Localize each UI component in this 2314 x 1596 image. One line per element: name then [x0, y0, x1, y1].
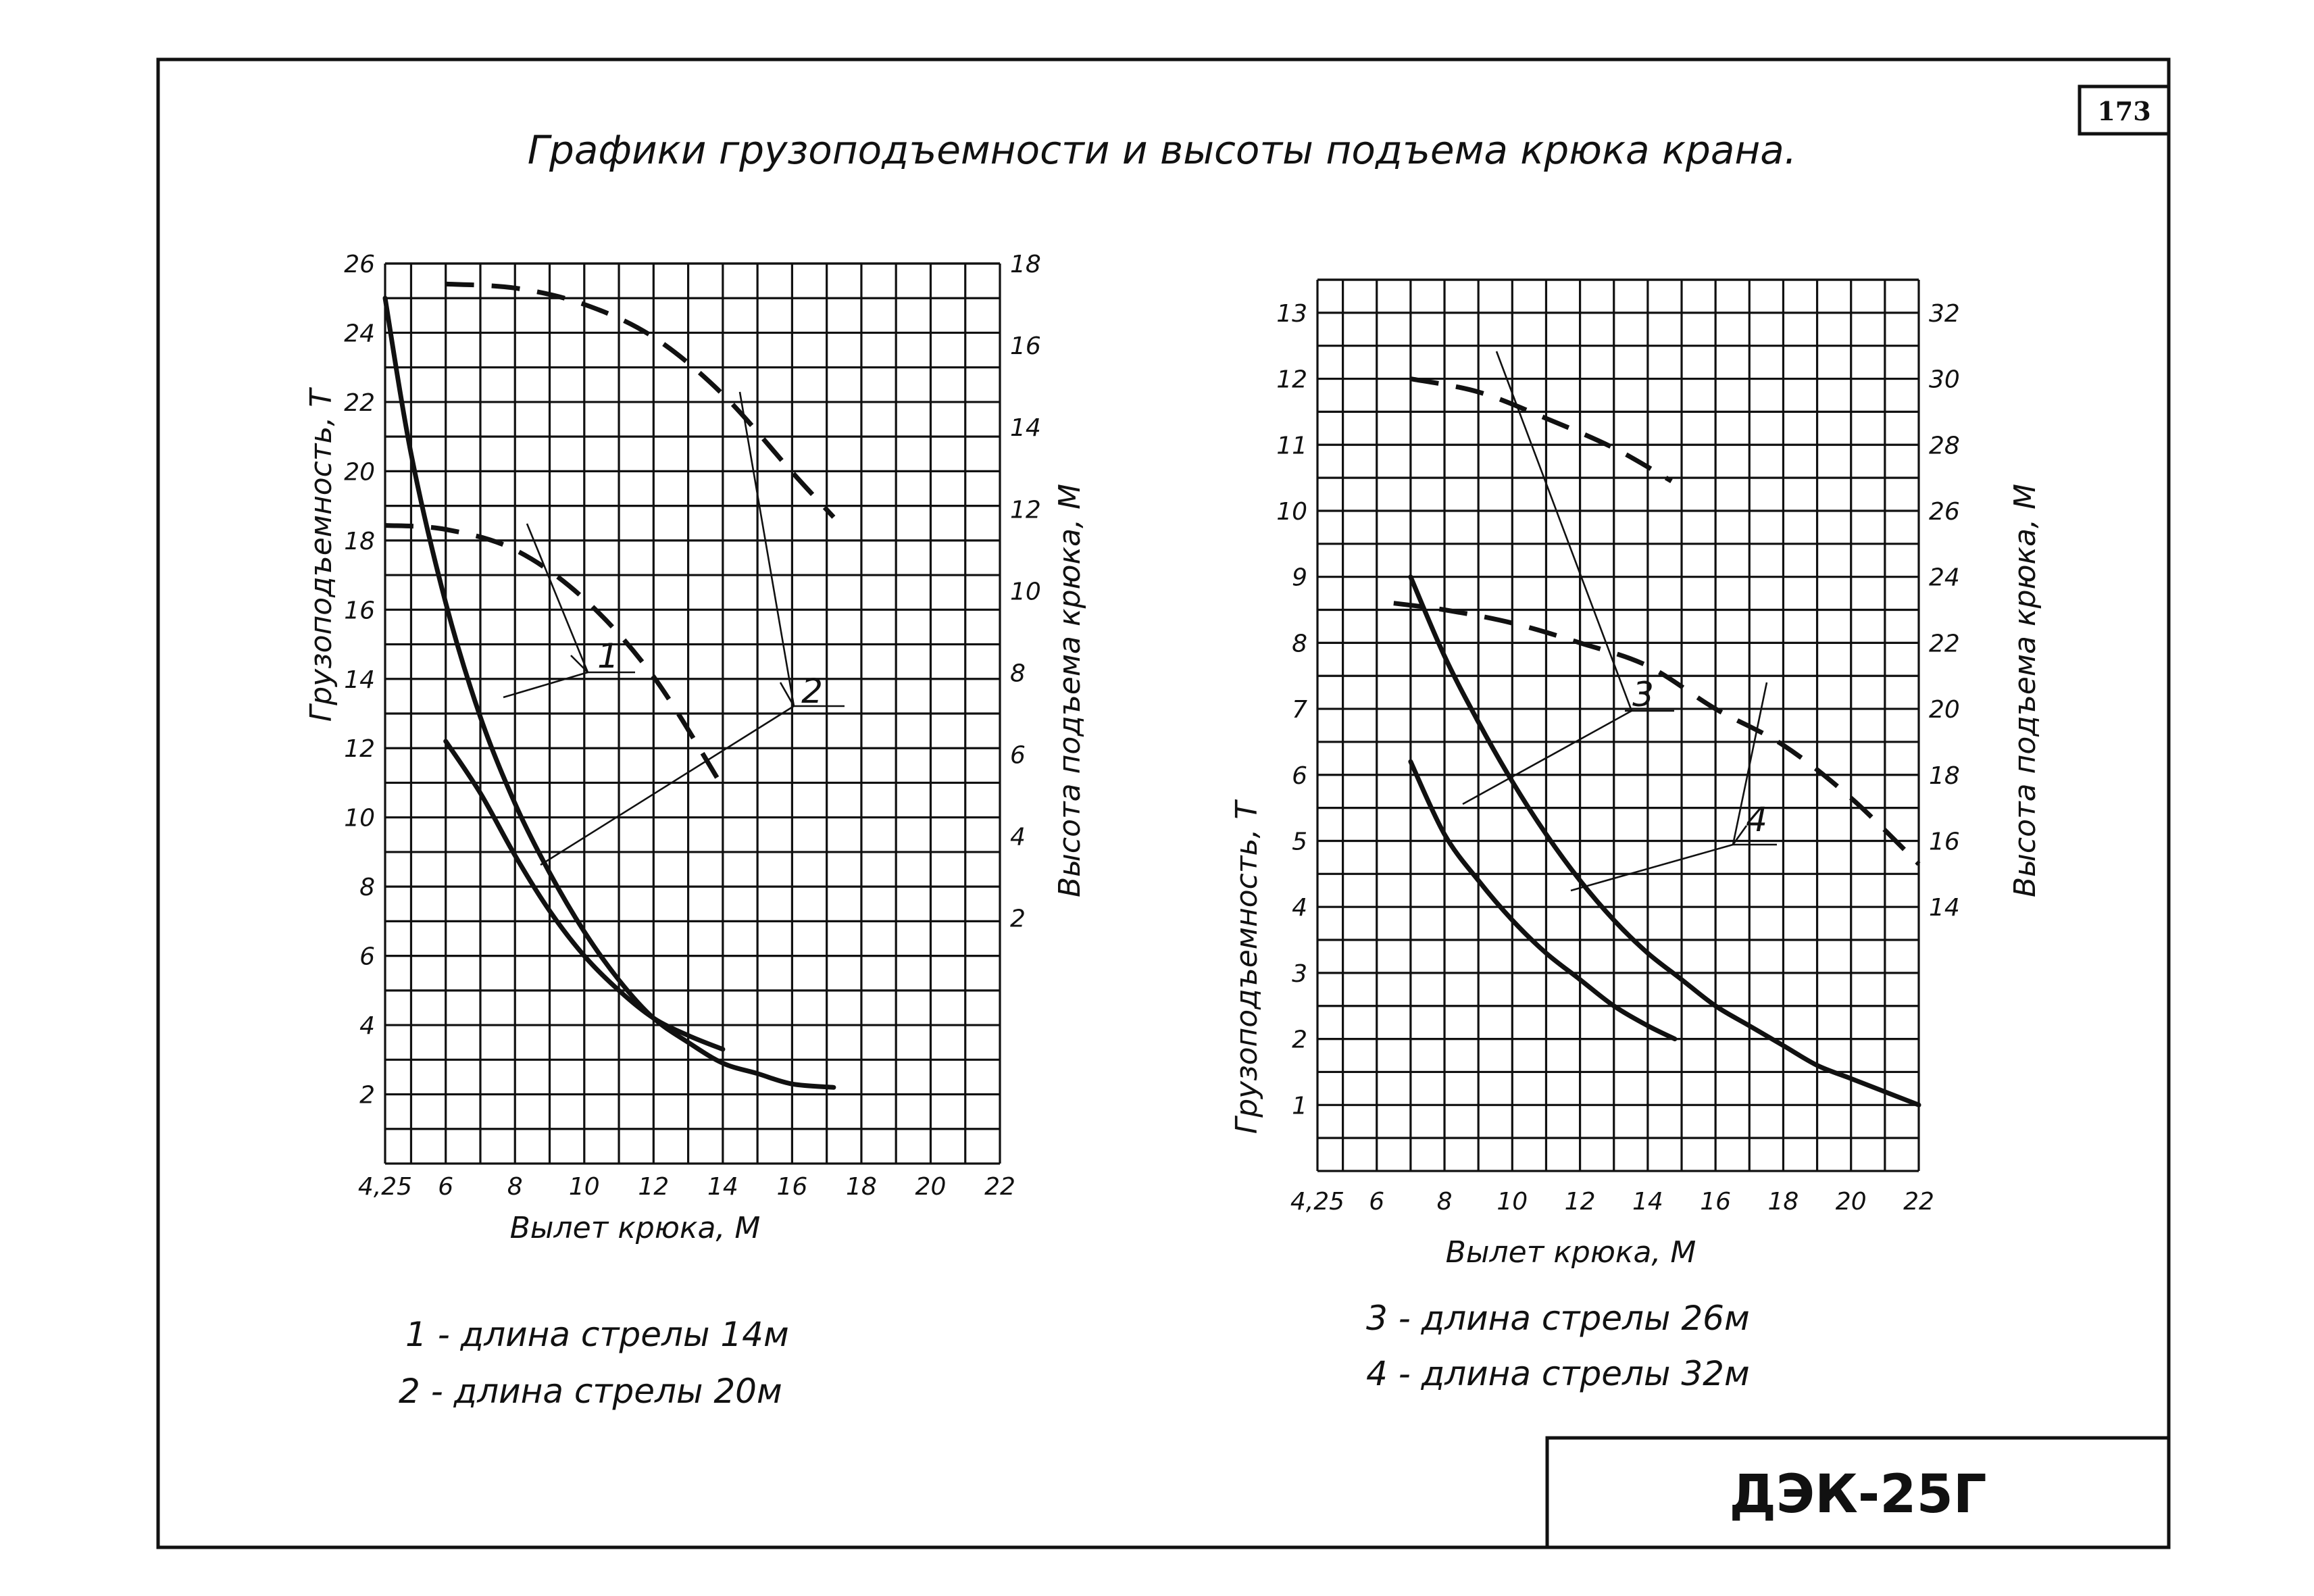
x-tick-label-2: 8: [1436, 1188, 1453, 1216]
x-tick-label-0: 4,25: [1290, 1188, 1345, 1216]
x-tick-label-6: 16: [776, 1173, 808, 1201]
y2-tick-label-1: 16: [1929, 828, 1960, 856]
y-tick-label-6: 14: [344, 666, 375, 694]
y-tick-label-2: 6: [359, 943, 375, 971]
y2-tick-label-6: 14: [1010, 414, 1041, 443]
y-tick-label-11: 24: [344, 320, 375, 348]
y-tick-label-7: 16: [344, 597, 375, 625]
y-tick-label-10: 11: [1276, 432, 1307, 460]
y2-tick-label-0: 2: [1010, 905, 1026, 933]
x-tick-label-5: 14: [707, 1173, 738, 1201]
x-tick-label-4: 12: [1564, 1188, 1596, 1216]
y-tick-label-11: 12: [1276, 366, 1307, 394]
y-tick-label-3: 4: [1292, 894, 1307, 922]
x-tick-label-8: 20: [1835, 1188, 1867, 1216]
y2-tick-label-7: 16: [1010, 332, 1041, 361]
y-tick-label-3: 8: [359, 874, 375, 902]
y2-tick-label-9: 32: [1929, 299, 1960, 328]
chart-right-ylabel: Грузоподъемность, Т: [1230, 801, 1264, 1134]
callout-leader-1-0: [1496, 351, 1632, 711]
x-tick-label-1: 6: [1369, 1188, 1385, 1216]
y-tick-label-5: 6: [1292, 762, 1307, 790]
drawing-code: ДЭК-25Г: [1729, 1464, 1987, 1525]
y-tick-label-0: 2: [359, 1081, 375, 1109]
y-tick-label-5: 12: [344, 735, 375, 764]
callout-leader-0-2: [1571, 845, 1733, 891]
chart-left-y2label: Высота подъема крюка, М: [1053, 483, 1087, 898]
x-tick-label-0: 4,25: [357, 1173, 413, 1201]
y-tick-label-1: 4: [359, 1012, 375, 1041]
x-tick-label-5: 14: [1632, 1188, 1663, 1216]
callout-label-3: 3: [1632, 675, 1654, 714]
y-tick-label-4: 5: [1292, 828, 1307, 856]
x-tick-label-2: 8: [507, 1173, 523, 1201]
y2-tick-label-5: 12: [1010, 496, 1041, 524]
y-tick-label-8: 9: [1292, 564, 1307, 592]
chart-left-ylabel: Грузоподъемность, Т: [304, 389, 338, 722]
x-tick-label-3: 10: [1496, 1188, 1528, 1216]
y-tick-label-0: 1: [1292, 1092, 1307, 1120]
y2-tick-label-2: 6: [1010, 741, 1026, 770]
page-title: Графики грузоподъемности и высоты подъема крюка крана.: [527, 127, 1797, 173]
x-tick-label-7: 18: [846, 1173, 877, 1201]
y-tick-label-12: 26: [344, 251, 375, 278]
y2-tick-label-3: 8: [1010, 659, 1026, 688]
callout-label-4: 4: [1746, 800, 1767, 839]
y-tick-label-4: 10: [344, 804, 375, 832]
y2-tick-label-8: 30: [1929, 366, 1960, 394]
y2-tick-label-2: 18: [1929, 762, 1960, 790]
y2-tick-label-7: 28: [1929, 432, 1960, 460]
y-tick-label-1: 2: [1292, 1026, 1307, 1054]
x-tick-label-9: 22: [984, 1173, 1015, 1201]
y2-tick-label-3: 20: [1929, 696, 1960, 724]
series-hook-height-4: [1411, 379, 1671, 481]
callout-leader-1-2: [540, 706, 794, 865]
y2-tick-label-8: 18: [1010, 251, 1041, 278]
chart-right-boom-26-32: [1276, 280, 1960, 1216]
callout-leader-0-0: [527, 524, 588, 672]
page-number: 173: [2097, 96, 2151, 126]
y-tick-label-8: 18: [344, 527, 375, 555]
y-tick-label-9: 20: [344, 458, 375, 487]
chart-left-legend-1: 1 - длина стрелы 14м: [405, 1315, 789, 1354]
x-tick-label-7: 18: [1767, 1188, 1799, 1216]
x-tick-label-4: 12: [638, 1173, 670, 1201]
series-capacity-4: [1411, 762, 1675, 1039]
y-tick-label-2: 3: [1292, 959, 1307, 988]
x-tick-label-1: 6: [438, 1173, 454, 1201]
callout-label-2: 2: [801, 672, 823, 711]
x-tick-label-8: 20: [915, 1173, 947, 1201]
y-tick-label-9: 10: [1276, 497, 1307, 526]
callout-leader-1-0: [740, 392, 794, 706]
y-tick-label-7: 8: [1292, 630, 1307, 658]
y-tick-label-6: 7: [1292, 696, 1307, 724]
y2-tick-label-1: 4: [1010, 823, 1026, 851]
y2-tick-label-6: 26: [1929, 497, 1960, 526]
callout-label-1: 1: [597, 637, 619, 676]
y2-tick-label-5: 24: [1929, 564, 1960, 592]
chart-right-legend-1: 3 - длина стрелы 26м: [1366, 1299, 1750, 1338]
x-tick-label-6: 16: [1700, 1188, 1732, 1216]
x-tick-label-9: 22: [1903, 1188, 1934, 1216]
y2-tick-label-4: 22: [1929, 630, 1960, 658]
chart-left-boom-14-20: [344, 251, 1041, 1201]
series-hook-height-2: [446, 284, 834, 517]
y2-tick-label-0: 14: [1929, 894, 1960, 922]
chart-right-legend-2: 4 - длина стрелы 32м: [1366, 1354, 1750, 1393]
series-capacity-2: [385, 298, 834, 1087]
chart-right-xlabel: Вылет крюка, М: [1445, 1235, 1696, 1270]
chart-left-xlabel: Вылет крюка, М: [509, 1211, 761, 1245]
chart-right-y2label: Высота подъема крюка, М: [2008, 483, 2042, 898]
x-tick-label-3: 10: [568, 1173, 600, 1201]
y-tick-label-10: 22: [344, 389, 375, 417]
y-tick-label-12: 13: [1276, 299, 1307, 328]
chart-left-legend-2: 2 - длина стрелы 20м: [399, 1372, 782, 1411]
y2-tick-label-4: 10: [1010, 578, 1041, 606]
